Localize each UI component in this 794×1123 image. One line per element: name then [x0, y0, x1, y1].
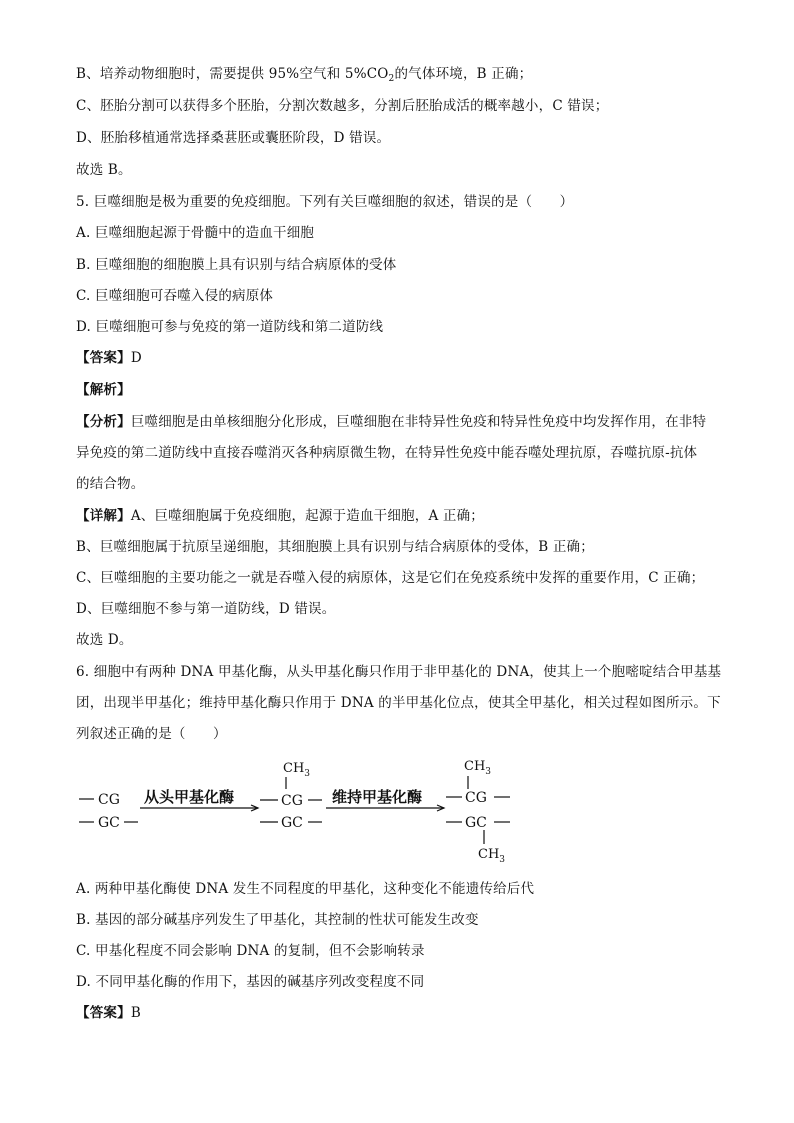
- right-cg-label: CG: [465, 790, 487, 806]
- detail-line-b: B、巨噬细胞属于抗原呈递细胞，其细胞膜上具有识别与结合病原体的受体，B 正确；: [76, 539, 594, 555]
- question-5-option-c: C. 巨噬细胞可吞噬入侵的病原体: [76, 288, 274, 304]
- question-6-option-a: A. 两种甲基化酶使 DNA 发生不同程度的甲基化，这种变化不能遗传给后代: [76, 881, 535, 897]
- question-5-answer: 【答案】D: [76, 350, 142, 366]
- analysis-line-3: 的结合物。: [76, 476, 145, 492]
- question-6-answer: 【答案】B: [76, 1005, 141, 1021]
- de-novo-methylase-label: 从头甲基化酶: [144, 788, 235, 806]
- question-6-option-b: B. 基因的部分碱基序列发生了甲基化，其控制的性状可能发生改变: [76, 912, 479, 928]
- question-6-stem-line-2: 团，出现半甲基化；维持甲基化酶只作用于 DNA 的半甲基化位点，使其全甲基化，相关过程如图所示。下: [76, 695, 721, 711]
- question-5-stem: 5. 巨噬细胞是极为重要的免疫细胞。下列有关巨噬细胞的叙述，错误的是（ ）: [76, 194, 574, 210]
- middle-gc-label: GC: [281, 815, 303, 831]
- line-c-answer: C、胚胎分割可以获得多个胚胎，分割次数越多，分割后胚胎成活的概率越小，C 错误；: [76, 98, 609, 114]
- question-5-analysis-heading: 【解析】: [76, 382, 131, 398]
- question-5-option-a: A. 巨噬细胞起源于骨髓中的造血干细胞: [76, 225, 315, 241]
- question-5-option-b: B. 巨噬细胞的细胞膜上具有识别与结合病原体的受体: [76, 257, 397, 273]
- analysis-line-2: 异免疫的第二道防线中直接吞噬消灭各种病原微生物，在特异性免疫中能吞噬处理抗原，吞噬抗原-抗体: [76, 445, 698, 461]
- question-6-option-c: C. 甲基化程度不同会影响 DNA 的复制，但不会影响转录: [76, 943, 425, 959]
- detail-line-d: D、巨噬细胞不参与第一道防线，D 错误。: [76, 601, 336, 617]
- question-6-stem-line-1: 6. 细胞中有两种 DNA 甲基化酶，从头甲基化酶只作用于非甲基化的 DNA，使其上一个胞嘧啶结合甲基基: [76, 664, 722, 680]
- right-top-ch3-label: $CH_3$: [464, 759, 492, 777]
- line-d-answer: D、胚胎移植通常选择桑葚胚或囊胚阶段，D 错误。: [76, 130, 391, 146]
- right-gc-label: GC: [465, 815, 487, 831]
- left-cg-label: CG: [98, 792, 120, 808]
- right-bottom-ch3-label: $CH_3$: [478, 847, 506, 865]
- detail-line-a: 【详解】A、巨噬细胞属于免疫细胞，起源于造血干细胞，A 正确；: [76, 508, 485, 524]
- left-gc-label: GC: [98, 815, 120, 831]
- dna-methylation-diagram: [76, 752, 526, 872]
- middle-cg-label: CG: [281, 793, 303, 809]
- line-conclusion-b: 故选 B。: [76, 162, 132, 178]
- detail-line-c: C、巨噬细胞的主要功能之一就是吞噬入侵的病原体，这是它们在免疫系统中发挥的重要作用，C 正确；: [76, 570, 705, 586]
- middle-ch3-label: $CH_3$: [283, 761, 311, 779]
- maintenance-methylase-label: 维持甲基化酶: [332, 788, 423, 806]
- question-5-option-d: D. 巨噬细胞可参与免疫的第一道防线和第二道防线: [76, 319, 384, 335]
- question-6-stem-line-3: 列叙述正确的是（ ）: [76, 726, 227, 742]
- line-b-answer: B、培养动物细胞时，需要提供 95%空气和 $5\%CO_2$的气体环境，B 正确；: [76, 66, 533, 84]
- analysis-line-1: 【分析】巨噬细胞是由单核细胞分化形成，巨噬细胞在非特异性免疫和特异性免疫中均发挥作用，在非特: [76, 414, 707, 430]
- line-conclusion-d: 故选 D。: [76, 632, 133, 648]
- question-6-option-d: D. 不同甲基化酶的作用下，基因的碱基序列改变程度不同: [76, 974, 425, 990]
